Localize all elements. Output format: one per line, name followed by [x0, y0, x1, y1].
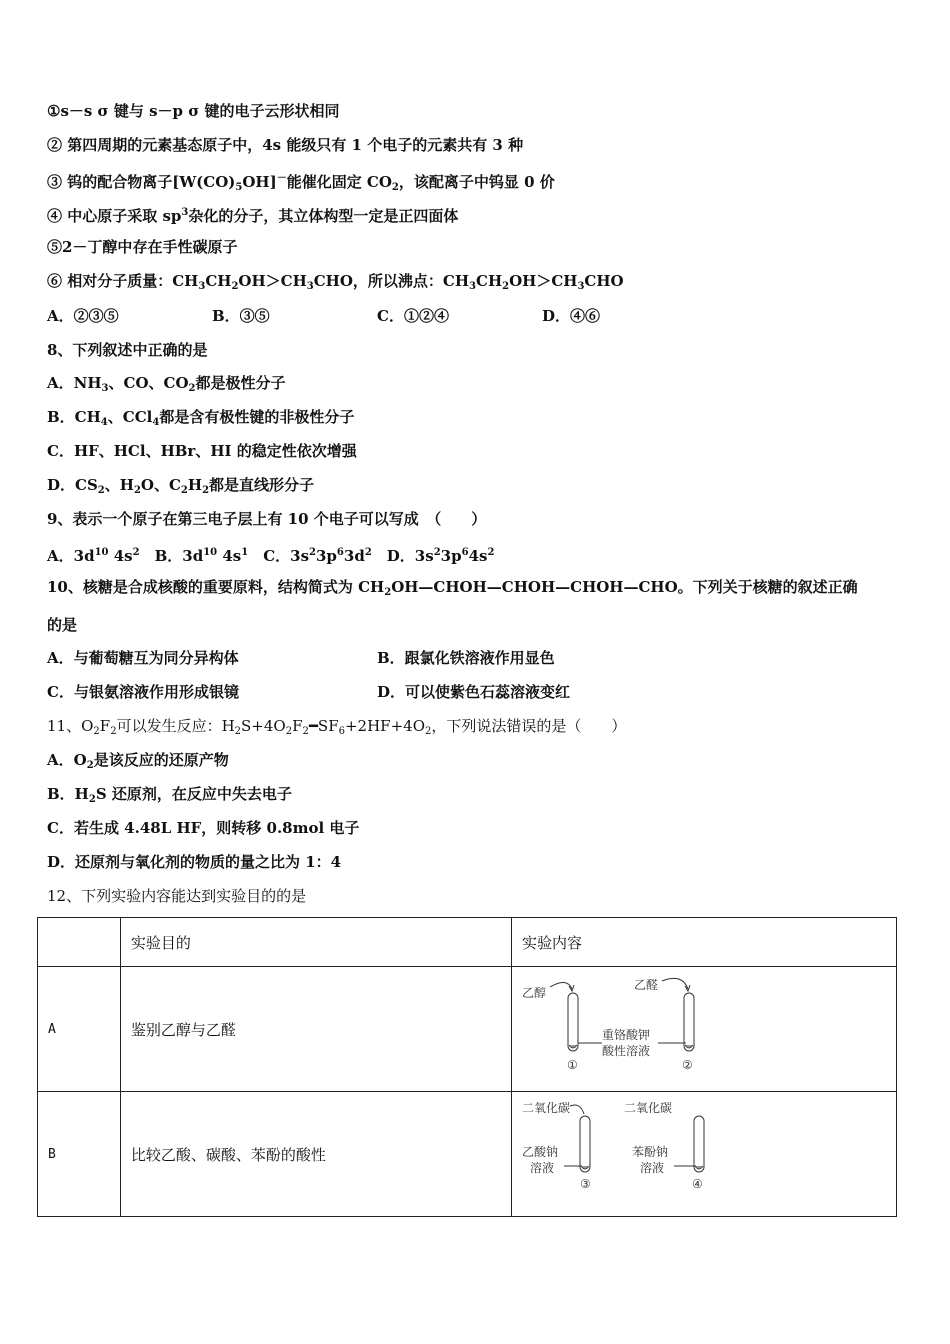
- arrow-icon: [550, 982, 572, 989]
- q11-option-d: D．还原剂与氧化剂的物质的量之比为 1：4: [47, 853, 342, 871]
- q10-option-a: A．与葡萄糖互为同分异构体: [47, 649, 239, 667]
- statement-4: ④ 中心原子采取 $sp^3$杂化的分子，其立体构型一定是正四面体: [47, 207, 459, 225]
- q9-stem: 9、表示一个原子在第三电子层上有 10 个电子可以写成 （ ）: [47, 510, 487, 528]
- liquid-icon: [581, 1166, 589, 1169]
- table-header-content: 实验内容: [512, 918, 897, 967]
- test-tube-icon: [684, 993, 694, 1051]
- test-tube-figure-b: [512, 1092, 896, 1212]
- q9-options: A．$3d^{10}$ $4s^2$ B．$3d^{10}$ $4s^1$ C．$3s^23p^63d^2$ D．$3s^23p^64s^2$: [47, 547, 495, 565]
- solution-label: 溶液: [640, 1161, 665, 1175]
- q12-stem: 12、下列实验内容能达到实验目的的是: [47, 887, 307, 905]
- arrow-icon: [662, 978, 688, 989]
- statement-3: ③ 钨的配合物离子$[W(CO)_5OH]^-$能催化固定 $CO_2$，该配离子中钨显 0 价: [47, 173, 555, 193]
- statement-2: ② 第四周期的元素基态原子中，4s 能级只有 1 个电子的元素共有 3 种: [47, 136, 524, 154]
- statement-1: ①s－s σ 键与 s－p σ 键的电子云形状相同: [47, 102, 340, 120]
- table-row: [38, 967, 897, 1092]
- q11-option-a: A．$O_2$是该反应的还原产物: [47, 751, 229, 771]
- q8-option-a: A．$NH_3$、CO、$CO_2$都是极性分子: [47, 374, 286, 394]
- solution-label: 重铬酸钾: [602, 1028, 651, 1042]
- statement-6: ⑥ 相对分子质量：$CH_3CH_2OH>CH_3CHO$，所以沸点：$CH_3CH_2OH>CH_3CHO$: [47, 272, 624, 292]
- table-header-cell: [38, 918, 121, 967]
- row-purpose: 比较乙酸、碳酸、苯酚的酸性: [120, 1092, 511, 1217]
- q8-option-d: D．$CS_2$、$H_2O$、$C_2H_2$都是直线形分子: [47, 476, 315, 496]
- liquid-icon: [685, 1045, 693, 1048]
- solution-label: 酸性溶液: [602, 1044, 651, 1058]
- q11-option-c: C．若生成 4.48L HF，则转移 0.8mol 电子: [47, 819, 360, 837]
- experiment-table: [37, 917, 897, 1217]
- q10-stem-cont: 的是: [47, 616, 78, 634]
- tube-number: ①: [567, 1058, 578, 1072]
- q10-option-d: D．可以使紫色石蕊溶液变红: [377, 683, 571, 701]
- reagent-label: 乙醇: [522, 986, 547, 1000]
- solution-label: 苯酚钠: [632, 1145, 669, 1159]
- q7-option-b: B．③⑤: [212, 307, 270, 325]
- table-header-row: [38, 918, 897, 967]
- gas-label: 二氧化碳: [522, 1101, 571, 1115]
- reagent-label: 乙醛: [634, 978, 659, 992]
- gas-label: 二氧化碳: [624, 1101, 673, 1115]
- row-purpose: 鉴别乙醇与乙醛: [120, 967, 511, 1092]
- q7-option-d: D．④⑥: [542, 307, 601, 325]
- q8-option-b: B．$CH_4$、CCl$_4$都是含有极性键的非极性分子: [47, 408, 355, 428]
- table-header-purpose: 实验目的: [120, 918, 511, 967]
- statement-5: ⑤2－丁醇中存在手性碳原子: [47, 238, 238, 256]
- row-label: B: [38, 1092, 121, 1217]
- test-tube-icon: [580, 1116, 590, 1172]
- tube-number: ②: [682, 1058, 693, 1072]
- q10-option-c: C．与银氨溶液作用形成银镜: [47, 683, 239, 701]
- q11-stem: 11、$O_2F_2$可以发生反应：$H_2S+4O_2F_2━SF_6+2HF+4O_2$，下列说法错误的是（ ）: [47, 717, 627, 737]
- arrow-icon: [570, 1105, 584, 1114]
- solution-label: 溶液: [530, 1161, 555, 1175]
- q11-option-b: B．$H_2S$ 还原剂，在反应中失去电子: [47, 785, 292, 805]
- test-tube-figure-a: [512, 967, 896, 1087]
- test-tube-icon: [694, 1116, 704, 1172]
- table-row: [38, 1092, 897, 1217]
- q7-option-c: C．①②④: [377, 307, 449, 325]
- tube-number: ④: [692, 1177, 703, 1191]
- row-figure: [512, 967, 897, 1092]
- q8-stem: 8、下列叙述中正确的是: [47, 341, 208, 359]
- q10-option-b: B．跟氯化铁溶液作用显色: [377, 649, 555, 667]
- solution-label: 乙酸钠: [522, 1145, 559, 1159]
- q8-option-c: C．HF、HCl、HBr、HI 的稳定性依次增强: [47, 442, 357, 460]
- liquid-icon: [695, 1166, 703, 1169]
- liquid-icon: [569, 1045, 577, 1048]
- q10-stem: 10、核糖是合成核酸的重要原料，结构简式为 $CH_2OH—CHOH—CHOH—CHOH—CHO$。下列关于核糖的叙述正确: [47, 578, 858, 598]
- test-tube-icon: [568, 993, 578, 1051]
- q7-option-a: A．②③⑤: [47, 307, 119, 325]
- row-label: A: [38, 967, 121, 1092]
- row-figure: [512, 1092, 897, 1217]
- tube-number: ③: [580, 1177, 591, 1191]
